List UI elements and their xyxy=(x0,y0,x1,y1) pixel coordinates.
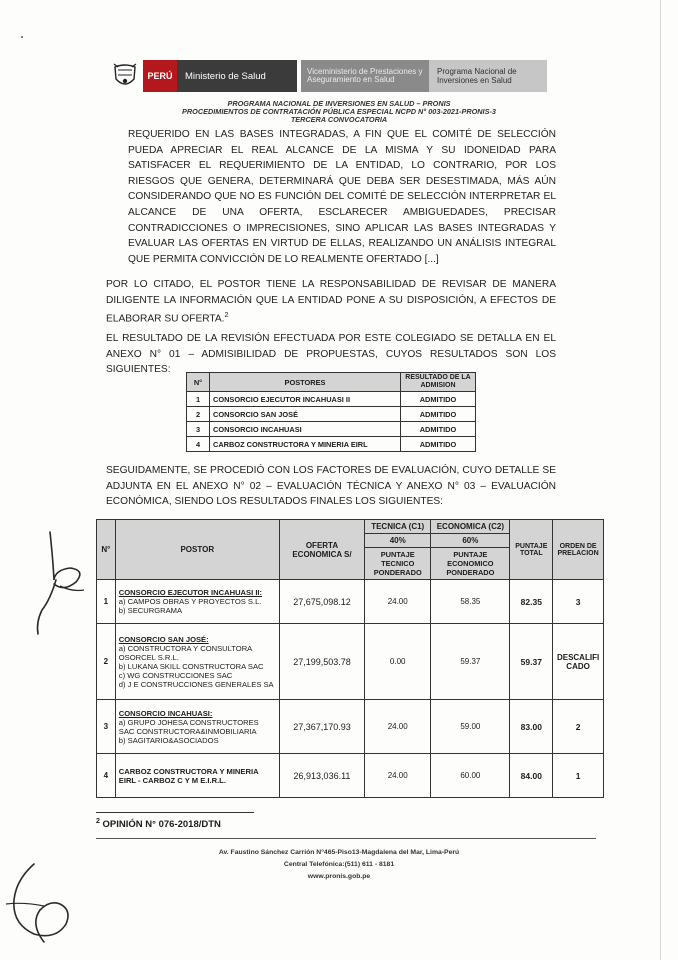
eval-cell-orden: DESCALIFICADO xyxy=(553,624,604,700)
admission-cell-postor: CONSORCIO EJECUTOR INCAHUASI II xyxy=(210,392,401,407)
eval-header-tec-pond: PUNTAJE TECNICO PONDERADO xyxy=(365,548,431,580)
eval-cell-total: 82.35 xyxy=(510,580,553,624)
table-row xyxy=(187,407,476,422)
paragraph-admission-result: EL RESULTADO DE LA REVISIÓN EFECTUADA POR ESTE COLEGIADO SE DETALLA EN EL ANEXO N° 01 – ADMISIBILIDAD DE PROPUESTAS, CUYOS RESULTADOS SON LOS SIGUIENTES: xyxy=(106,333,556,376)
table-row xyxy=(187,392,476,407)
eval-cell-n: 1 xyxy=(97,580,116,624)
evaluation-table xyxy=(96,519,604,798)
eval-cell-eco: 58.35 xyxy=(431,580,510,624)
footnote-number: 2 xyxy=(96,818,100,825)
quote-paragraph: REQUERIDO EN LAS BASES INTEGRADAS, A FIN QUE EL COMITÉ DE SELECCIÓN PUEDA APRECIAR EL REAL ALCANCE DE LA MISMA Y SU IDONEIDAD PARA SATISFACER EL REQUERIMIENTO DE LA ENTIDAD, LO CONTRARIO, POR LOS RIESGOS QUE GENERA, DETERMINARÁ QUE DEBA SER DESESTIMADA, MÁS AÚN CONSIDERANDO QUE NO ES FUNCIÓN DEL COMITÉ DE SELECCIÓN INTERPRETAR EL ALCANCE DE UNA OFERTA, ESCLARECER AMBIGUEDADES, PRECISAR CONTRADICCIONES O IMPRECISIONES, SINO APLICAR LAS BASES INTEGRADAS Y EVALUAR LAS OFERTAS EN VIRTUD DE ELLAS, REALIZANDO UN ANÁLISIS INTEGRAL QUE PERMITA CONVICCIÓN DE LO REALMENTE OFERTADO [...] xyxy=(128,129,556,265)
admission-cell-postor: CONSORCIO INCAHUASI xyxy=(210,422,401,437)
admission-cell-n: 3 xyxy=(187,422,210,437)
eval-postor-name: CONSORCIO INCAHUASI: xyxy=(118,708,213,718)
footer-phone: Central Telefónica:(511) 611 - 8181 xyxy=(283,861,395,868)
scan-speck xyxy=(21,36,23,38)
eval-postor-member: b) SAGITARIO&ASOCIADOS xyxy=(118,735,219,745)
eval-postor-member: b) SECURGRAMA xyxy=(118,606,183,615)
eval-header-total: PUNTAJE TOTAL xyxy=(510,520,553,580)
banner-viceministry: Viceministerio de Prestaciones y Aseguramiento en Salud xyxy=(301,60,429,92)
table-row xyxy=(97,754,604,798)
eval-cell-orden: 1 xyxy=(553,754,604,798)
table-row xyxy=(187,422,476,437)
eval-cell-orden: 2 xyxy=(553,700,604,754)
paragraph-evaluation: SEGUIDAMENTE, SE PROCEDIÓ CON LOS FACTORES DE EVALUACIÓN, CUYO DETALLE SE ADJUNTA EN EL ANEXO N° 02 – EVALUACIÓN TÉCNICA Y ANEXO N° 03 – EVALUACIÓN ECONÓMICA, SIENDO LOS RESULTADOS FINALES LOS SIGUIENTES: xyxy=(106,465,556,508)
eval-cell-n: 2 xyxy=(97,624,116,700)
header-line-1: PROGRAMA NACIONAL DE INVERSIONES EN SALUD – PRONIS xyxy=(227,99,451,108)
eval-header-economica: ECONOMICA (C2) xyxy=(431,520,510,534)
banner-program: Programa Nacional de Inversiones en Salud xyxy=(429,60,547,92)
admission-cell-postor: CARBOZ CONSTRUCTORA Y MINERIA EIRL xyxy=(210,437,401,452)
eval-cell-orden: 3 xyxy=(553,580,604,624)
footer-web: www.pronis.gob.pe xyxy=(307,873,371,880)
scan-edge-line xyxy=(660,0,661,960)
eval-postor-member: a) CONSTRUCTORA Y CONSULTORA OSORCEL S.R.L. xyxy=(118,643,252,662)
eval-header-n: N° xyxy=(97,520,116,580)
footnote-ref: 2 xyxy=(224,312,229,320)
admission-table xyxy=(186,372,476,452)
eval-postor-name: CONSORCIO EJECUTOR INCAHUASI II: xyxy=(118,588,263,597)
paragraph-responsibility-text: POR LO CITADO, EL POSTOR TIENE LA RESPONSABILIDAD DE REVISAR DE MANERA DILIGENTE LA INFORMACIÓN QUE LA ENTIDAD PONE A SU DISPOSICIÓN, A EFECTOS DE ELABORAR SU OFERTA. xyxy=(106,279,556,325)
header-line-2: PROCEDIMIENTOS DE CONTRATACIÓN PÚBLICA ESPECIAL NCPD N° 003-2021-PRONIS-3 xyxy=(182,107,496,116)
banner-ministry: Ministerio de Salud xyxy=(177,60,297,92)
handwritten-initial-signature xyxy=(20,530,90,640)
admission-header-n: N° xyxy=(187,373,210,392)
eval-header-orden: ORDEN DE PRELACION xyxy=(553,520,604,580)
eval-header-eco-pond: PUNTAJE ECONOMICO PONDERADO xyxy=(431,548,510,580)
eval-cell-total: 84.00 xyxy=(510,754,553,798)
admission-cell-resultado: ADMITIDO xyxy=(401,392,476,407)
eval-postor-member: a) CAMPOS OBRAS Y PROYECTOS S.L. xyxy=(118,597,262,606)
footnote xyxy=(96,818,221,830)
eval-header-eco-pct: 60% xyxy=(431,534,510,548)
eval-cell-tec: 24.00 xyxy=(365,754,431,798)
eval-cell-oferta: 26,913,036.11 xyxy=(279,754,364,798)
eval-cell-eco: 59.37 xyxy=(431,624,510,700)
admission-cell-resultado: ADMITIDO xyxy=(401,422,476,437)
footer-address: Av. Faustino Sánchez Carrión N°465-Piso13-Magdalena del Mar, Lima-Perú xyxy=(218,849,460,856)
eval-cell-postor xyxy=(115,580,279,624)
footnote-separator xyxy=(96,812,254,813)
eval-cell-postor xyxy=(115,700,279,754)
handwritten-signature xyxy=(4,860,76,950)
table-row xyxy=(97,580,604,624)
eval-header-tecnica: TECNICA (C1) xyxy=(365,520,431,534)
eval-postor-name: CARBOZ CONSTRUCTORA Y MINERIA EIRL - CARBOZ C Y M E.I.R.L. xyxy=(118,766,259,785)
admission-header-resultado: RESULTADO DE LA ADMISION xyxy=(401,373,476,392)
eval-cell-postor xyxy=(115,754,279,798)
eval-header-row-1 xyxy=(97,520,604,534)
paragraph-responsibility xyxy=(106,277,556,327)
eval-cell-eco: 60.00 xyxy=(431,754,510,798)
eval-postor-member: a) GRUPO JOHESA CONSTRUCTORES SAC CONSTRUCTORA&INMOBILIARIA xyxy=(118,717,259,736)
admission-table-header xyxy=(187,373,476,392)
eval-postor-member: c) WG CONSTRUCCIONES SAC xyxy=(118,670,233,680)
eval-postor-member: b) LUKANA SKILL CONSTRUCTORA SAC xyxy=(118,661,264,671)
eval-cell-postor xyxy=(115,624,279,700)
eval-header-postor: POSTOR xyxy=(115,520,279,580)
eval-header-tec-pct: 40% xyxy=(365,534,431,548)
admission-cell-resultado: ADMITIDO xyxy=(401,437,476,452)
admission-cell-n: 4 xyxy=(187,437,210,452)
banner-peru: PERÚ xyxy=(143,60,177,92)
footer-rule xyxy=(96,838,596,839)
eval-postor-member: d) J E CONSTRUCCIONES GENERALES SA xyxy=(118,679,274,689)
eval-cell-n: 3 xyxy=(97,700,116,754)
admission-header-postores: POSTORES xyxy=(210,373,401,392)
eval-cell-tec: 24.00 xyxy=(365,580,431,624)
header-line-3: TERCERA CONVOCATORIA xyxy=(290,115,388,124)
eval-cell-oferta: 27,675,098.12 xyxy=(279,580,364,624)
footnote-text: OPINIÓN N° 076-2018/DTN xyxy=(102,819,221,831)
table-row xyxy=(97,624,604,700)
eval-postor-name: CONSORCIO SAN JOSÉ: xyxy=(118,634,209,644)
eval-header-oferta: OFERTA ECONOMICA S/ xyxy=(279,520,364,580)
admission-cell-resultado: ADMITIDO xyxy=(401,407,476,422)
eval-cell-total: 59.37 xyxy=(510,624,553,700)
peru-crest-icon xyxy=(110,60,140,92)
table-row xyxy=(187,437,476,452)
eval-cell-total: 83.00 xyxy=(510,700,553,754)
eval-cell-eco: 59.00 xyxy=(431,700,510,754)
eval-cell-oferta: 27,199,503.78 xyxy=(279,624,364,700)
table-row xyxy=(97,700,604,754)
eval-cell-oferta: 27,367,170.93 xyxy=(279,700,364,754)
admission-cell-n: 2 xyxy=(187,407,210,422)
admission-cell-postor: CONSORCIO SAN JOSÉ xyxy=(210,407,401,422)
eval-cell-n: 4 xyxy=(97,754,116,798)
eval-cell-tec: 0.00 xyxy=(365,624,431,700)
eval-cell-tec: 24.00 xyxy=(365,700,431,754)
ministry-banner xyxy=(110,60,547,92)
admission-cell-n: 1 xyxy=(187,392,210,407)
